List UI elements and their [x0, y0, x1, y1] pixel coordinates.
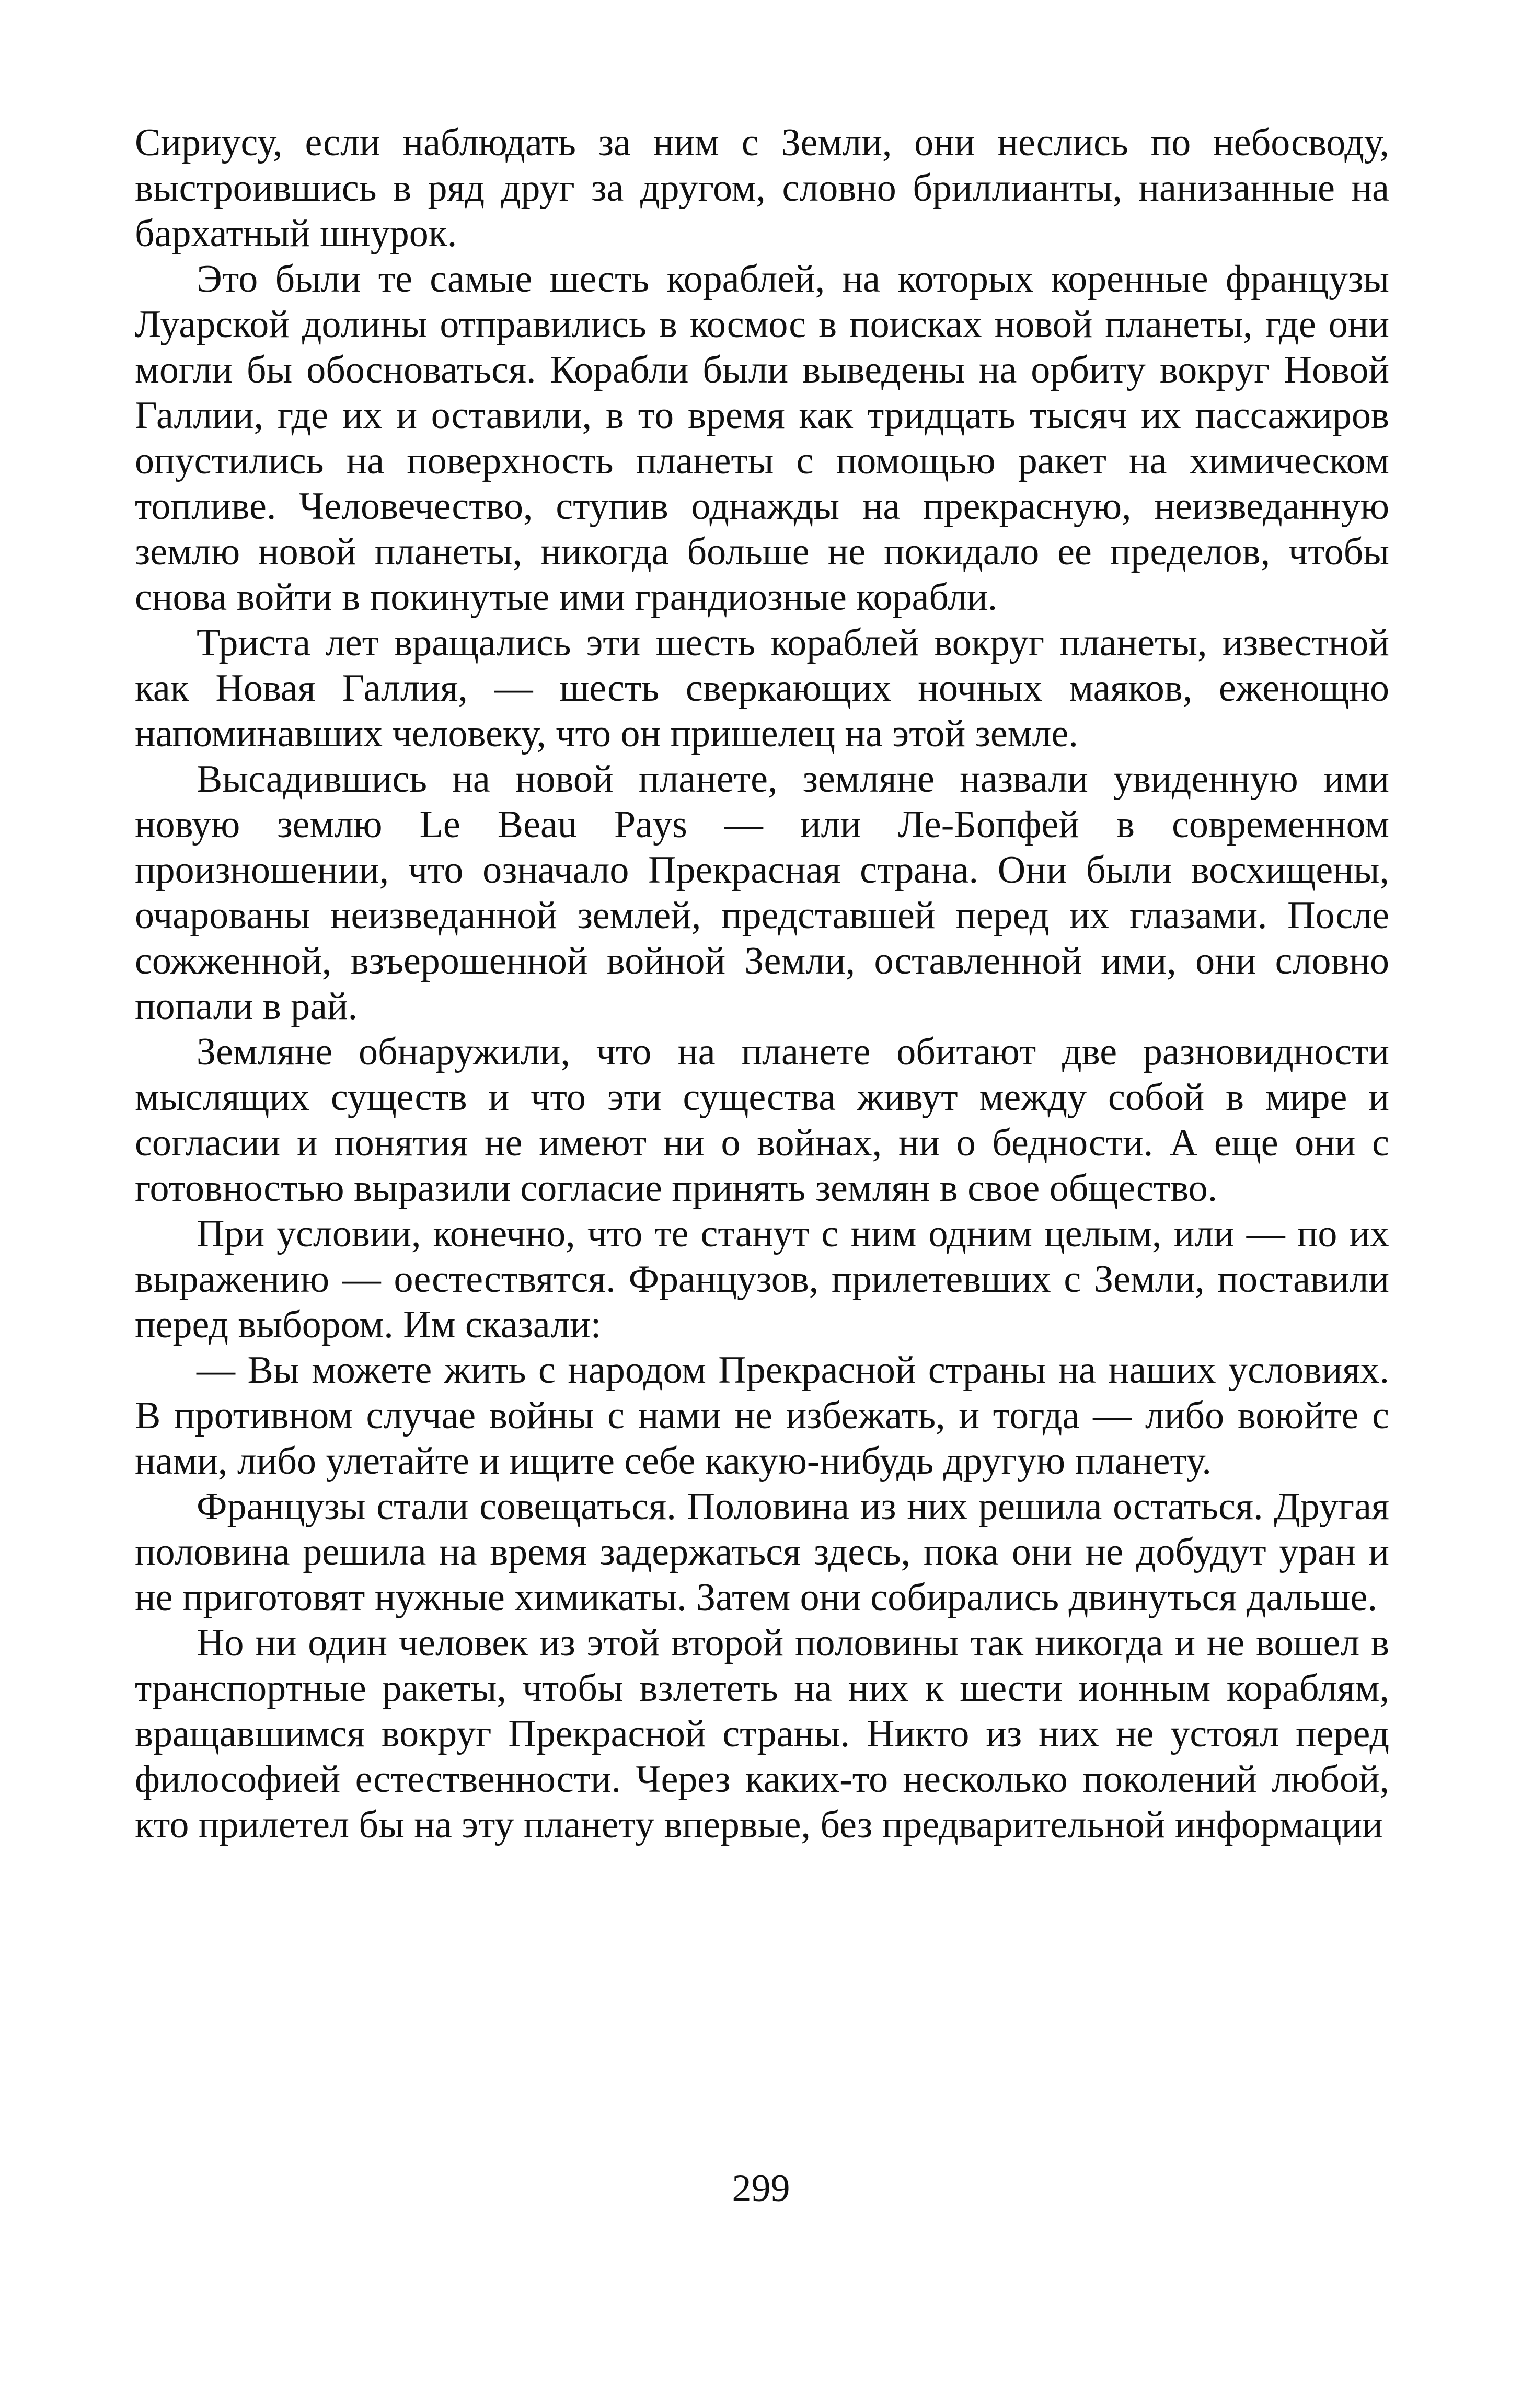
paragraph-5: Земляне обнаружили, что на планете обитают две разновидности мыслящих существ и что эти существа живут между собой в мире и согласии и понятия не имеют ни о войнах, ни о бедности. А еще они с готовностью выразили согласие принять землян в свое общество. [135, 1031, 1389, 1210]
paragraph-9: Но ни один человек из этой второй половины так никогда и не вошел в транспортные ракеты, чтобы взлететь на них к шести ионным кораблям, вращавшимся вокруг Прекрасной страны. Никто из них не устоял перед философией естественности. Через каких-то несколько поколений любой, кто прилетел бы на эту планету впервые, без предварительной информации [135, 1622, 1389, 1846]
body-text [135, 120, 1389, 1848]
page-number: 299 [732, 2167, 790, 2210]
paragraph-3: Триста лет вращались эти шесть кораблей вокруг планеты, известной как Новая Галлия, — шесть сверкающих ночных маяков, еженощно напоминавших человеку, что он пришелец на этой земле. [135, 621, 1389, 755]
paragraph-4: Высадившись на новой планете, земляне назвали увиденную ими новую землю Le Beau Pays — или Ле-Бопфей в современном произношении, что означало Прекрасная страна. Они были восхищены, очарованы неизведанной землей, представшей перед их глазами. После сожженной, взъерошенной войной Земли, оставленной ими, они словно попали в рай. [135, 758, 1389, 1028]
paragraph-1: Сириусу, если наблюдать за ним с Земли, они неслись по небосводу, выстроившись в ряд друг за другом, словно бриллианты, нанизанные на бархатный шнурок. [135, 121, 1389, 255]
paragraph-6: При условии, конечно, что те станут с ним одним целым, или — по их выражению — оестествятся. Французов, прилетевших с Земли, поставили перед выбором. Им сказали: [135, 1212, 1389, 1346]
paragraph-7: — Вы можете жить с народом Прекрасной страны на наших условиях. В противном случае войны с нами не избежать, и тогда — либо воюйте с нами, либо улетайте и ищите себе какую-нибудь другую планету. [135, 1349, 1389, 1483]
paragraph-2: Это были те самые шесть кораблей, на которых коренные французы Луарской долины отправились в космос в поисках новой планеты, где они могли бы обосноваться. Корабли были выведены на орбиту вокруг Новой Галлии, где их и оставили, в то время как тридцать тысяч их пассажиров опустились на поверхность планеты с помощью ракет на химическом топливе. Человечество, ступив однажды на прекрасную, неизведанную землю новой планеты, никогда больше не покидало ее пределов, чтобы снова войти в покинутые ими грандиозные корабли. [135, 258, 1389, 619]
paragraph-8: Французы стали совещаться. Половина из них решила остаться. Другая половина решила на время задержаться здесь, пока они не добудут уран и не приготовят нужные химикаты. Затем они собирались двинуться дальше. [135, 1485, 1389, 1619]
